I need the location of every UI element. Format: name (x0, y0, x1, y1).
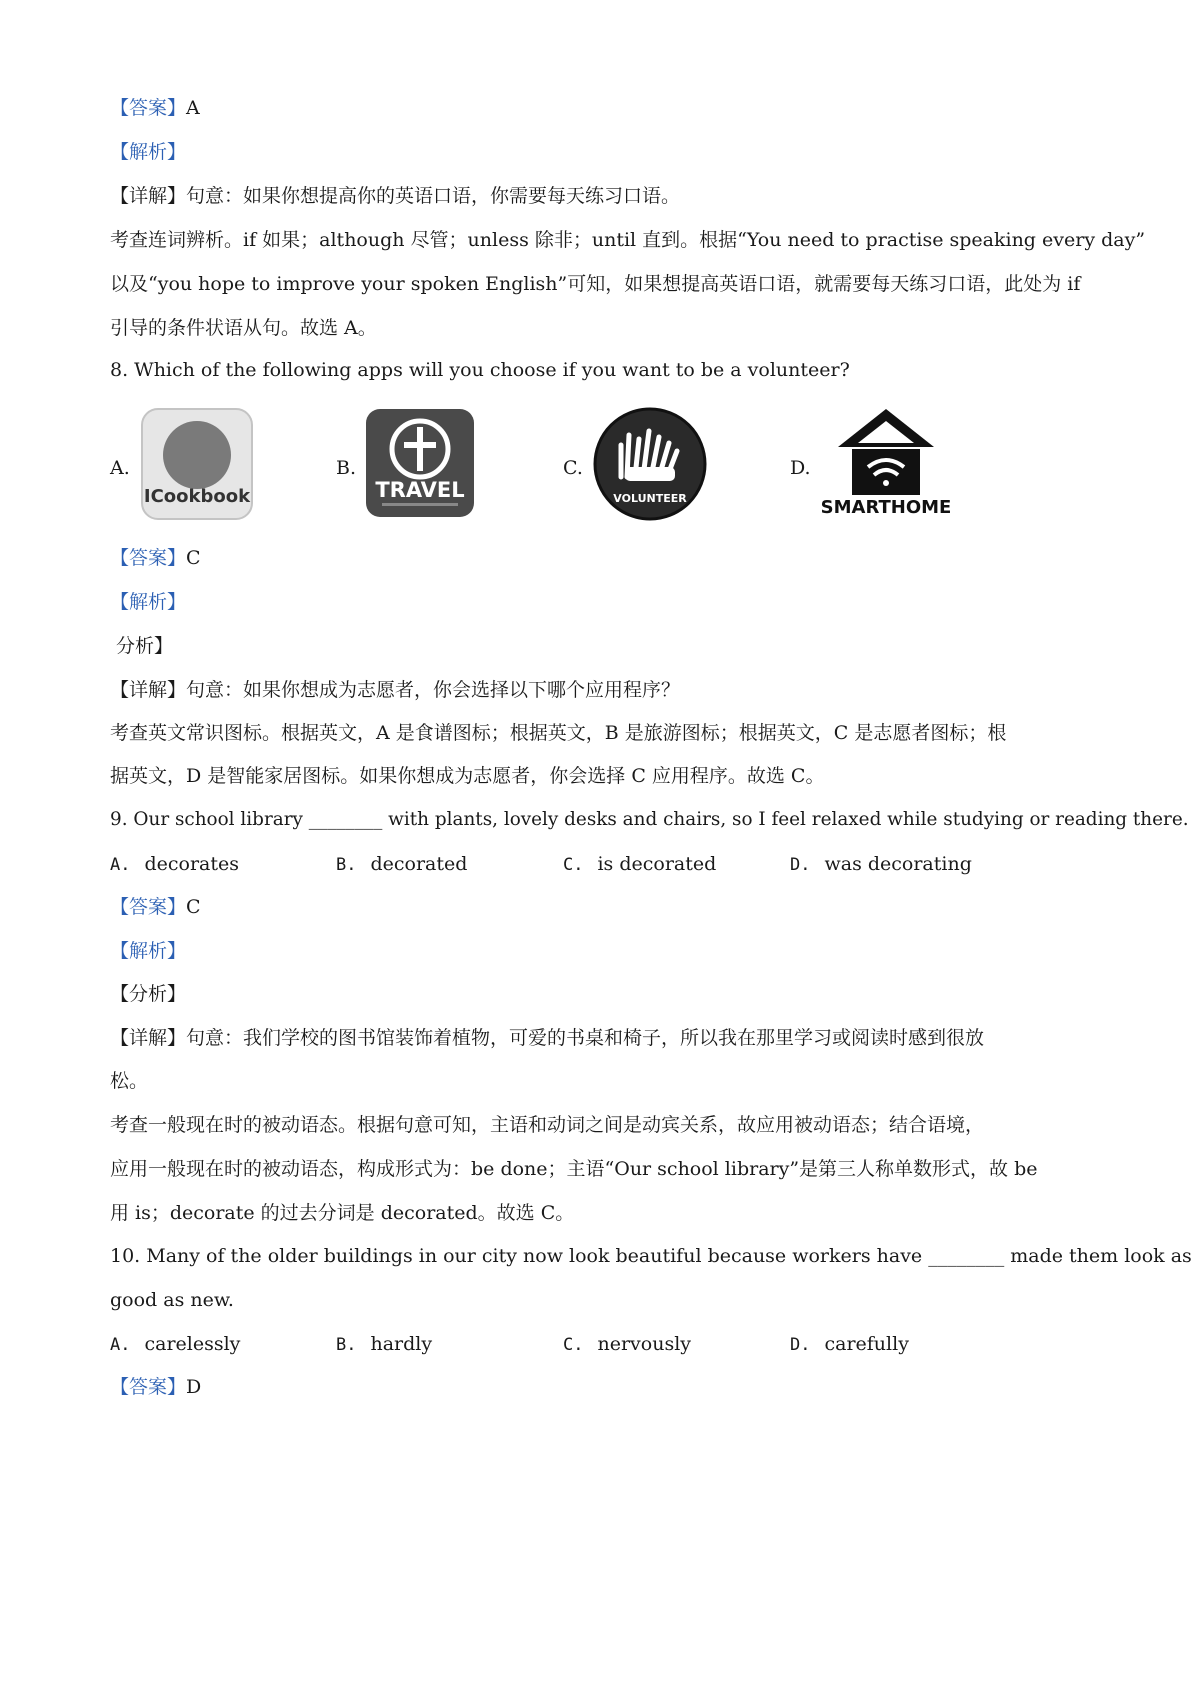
answer-value: A (186, 97, 200, 119)
q9-option-b (336, 851, 467, 878)
option-text: was decorating (824, 853, 972, 875)
q7-answer (110, 95, 1100, 121)
q8-detail-line: 考查英文常识图标。根据英文，A 是食谱图标；根据英文，B 是旅游图标；根据英文，C 是志愿者图标；根 (110, 722, 1007, 744)
q9-fenxi-tag: 【分析】 (110, 983, 187, 1005)
q10-option-b (336, 1331, 432, 1358)
q8-app-options (110, 405, 1100, 535)
q10-option-d (790, 1331, 909, 1358)
answer-tag: 【答案】 (110, 896, 187, 918)
option-text: hardly (370, 1333, 433, 1355)
option-key: D. (790, 1335, 811, 1355)
q10-option-a (110, 1331, 240, 1358)
q8-option-a (110, 405, 290, 535)
q9-analysis-tag (110, 938, 1100, 964)
analysis-tag: 【解析】 (110, 141, 187, 163)
option-text: carelessly (144, 1333, 241, 1355)
q9-detail-line: 考查一般现在时的被动语态。根据句意可知，主语和动词之间是动宾关系，故应用被动语态；结合语境， (110, 1114, 985, 1136)
q9-detail-line: 用 is；decorate 的过去分词是 decorated。故选 C。 (110, 1202, 575, 1224)
app-label: SMARTHOME (820, 497, 952, 518)
option-text: nervously (597, 1333, 692, 1355)
option-letter: C. (563, 457, 583, 479)
analysis-tag: 【解析】 (110, 591, 187, 613)
option-letter: B. (336, 457, 357, 479)
option-key: A. (110, 1335, 131, 1355)
answer-value: D (186, 1376, 202, 1398)
q9-question: 9. Our school library ________ with plants, lovely desks and chairs, so I feel relaxed while studying or reading there. (110, 809, 1189, 830)
q7-detail-line: 【详解】句意：如果你想提高你的英语口语，你需要每天练习口语。 (110, 185, 681, 207)
option-key: C. (563, 855, 584, 875)
option-text: is decorated (597, 853, 717, 875)
option-letter: A. (110, 457, 130, 479)
option-key: B. (336, 855, 357, 875)
app-label: TRAVEL (375, 478, 465, 502)
smarthome-app-icon (820, 405, 952, 521)
option-key: C. (563, 1335, 584, 1355)
answer-tag: 【答案】 (110, 97, 187, 119)
q7-analysis-tag (110, 139, 1100, 165)
q7-detail-line: 考查连词辨析。if 如果；although 尽管；unless 除非；until 直到。根据“You need to practise speaking every day” (110, 229, 1146, 251)
q8-fenxi: 分析】 (116, 635, 174, 657)
q9-detail-line: 松。 (110, 1070, 149, 1092)
option-letter: D. (790, 457, 811, 479)
q8-option-d (790, 405, 990, 535)
q9-option-c (563, 851, 716, 878)
q7-detail-line: 以及“you hope to improve your spoken English”可知，如果想提高英语口语，就需要每天练习口语，此处为 if (110, 273, 1081, 295)
q9-option-a (110, 851, 239, 878)
option-text: carefully (824, 1333, 909, 1355)
q8-option-c (563, 405, 743, 535)
icookbook-app-icon (138, 405, 256, 523)
q8-answer (110, 545, 1100, 571)
option-key: A. (110, 855, 131, 875)
q8-option-b (336, 405, 516, 535)
q9-detail-line: 应用一般现在时的被动语态，构成形式为：be done；主语“Our school library”是第三人称单数形式，故 be (110, 1158, 1038, 1180)
q9-answer (110, 894, 1100, 920)
answer-value: C (186, 896, 201, 918)
q9-option-d (790, 851, 972, 878)
q8-question: 8. Which of the following apps will you choose if you want to be a volunteer? (110, 359, 850, 381)
app-label: VOLUNTEER (613, 492, 687, 505)
option-text: decorates (144, 853, 240, 875)
q10-answer (110, 1374, 1100, 1400)
option-key: D. (790, 855, 811, 875)
volunteer-app-icon (591, 405, 709, 523)
answer-tag: 【答案】 (110, 547, 187, 569)
answer-value: C (186, 547, 201, 569)
q8-detail-line: 【详解】句意：如果你想成为志愿者，你会选择以下哪个应用程序？ (110, 679, 681, 701)
q7-detail-line: 引导的条件状语从句。故选 A。 (110, 317, 377, 339)
q8-analysis-tag (110, 589, 1100, 615)
option-text: decorated (370, 853, 468, 875)
app-label: ICookbook (143, 486, 251, 507)
q8-detail-line: 据英文，D 是智能家居图标。如果你想成为志愿者，你会选择 C 应用程序。故选 C。 (110, 765, 825, 787)
q10-question-line: good as new. (110, 1289, 234, 1311)
answer-tag: 【答案】 (110, 1376, 187, 1398)
q10-question-line: 10. Many of the older buildings in our city now look beautiful because workers have ________ made them look as (110, 1245, 1192, 1267)
analysis-tag: 【解析】 (110, 940, 187, 962)
travel-app-icon (362, 405, 478, 521)
q9-detail-line: 【详解】句意：我们学校的图书馆装饰着植物，可爱的书桌和椅子，所以我在那里学习或阅读时感到很放 (110, 1027, 985, 1049)
q10-option-c (563, 1331, 691, 1358)
option-key: B. (336, 1335, 357, 1355)
